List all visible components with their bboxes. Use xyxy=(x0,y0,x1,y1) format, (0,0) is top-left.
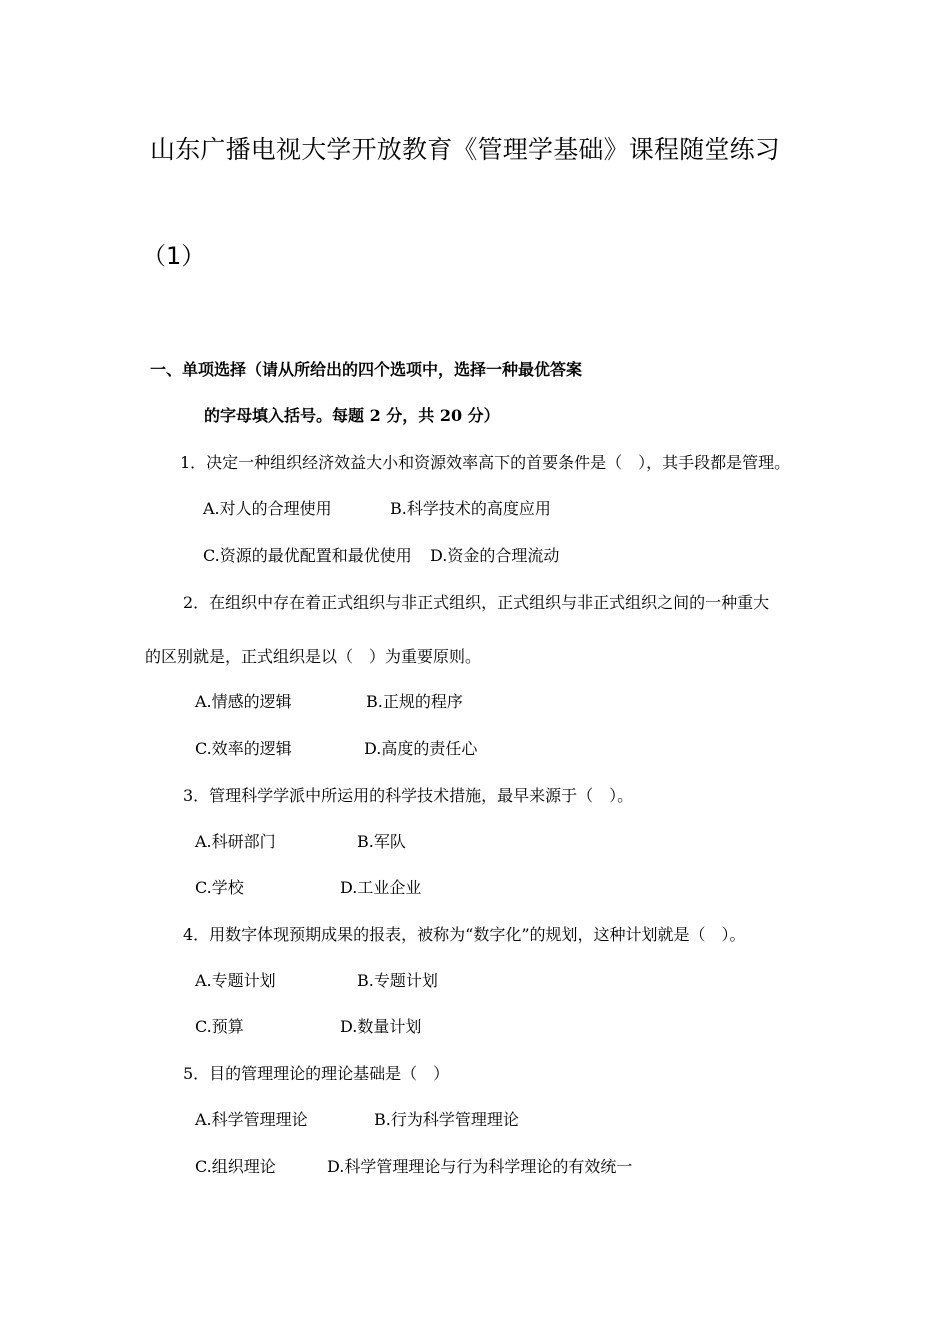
question-5-option-c: C.组织理论 xyxy=(195,1157,276,1176)
question-4-stem: 4．用数字体现预期成果的报表，被称为“数字化”的规划，这种计划就是（ ）。 xyxy=(183,925,746,944)
question-1-option-d: D.资金的合理流动 xyxy=(430,546,560,565)
question-5-option-d: D.科学管理理论与行为科学理论的有效统一 xyxy=(327,1157,633,1176)
question-5-option-b: B.行为科学管理理论 xyxy=(374,1110,519,1129)
question-5-option-a: A.科学管理理论 xyxy=(195,1110,308,1129)
question-4-option-b: B.专题计划 xyxy=(357,971,438,990)
section-heading-line2: 的字母填入括号。每题 2 分，共 20 分） xyxy=(204,406,500,425)
question-4-option-c: C.预算 xyxy=(195,1017,244,1036)
question-3-option-d: D.工业企业 xyxy=(340,878,422,897)
question-4-option-d: D.数量计划 xyxy=(340,1017,422,1036)
question-1-option-a: A.对人的合理使用 xyxy=(203,499,332,518)
question-4-option-a: A.专题计划 xyxy=(195,971,276,990)
section-heading-line1: 一、单项选择（请从所给出的四个选项中，选择一种最优答案 xyxy=(150,360,583,379)
question-3-option-b: B.军队 xyxy=(357,832,406,851)
document-subtitle: （1） xyxy=(142,242,206,270)
question-3-stem: 3．管理科学学派中所运用的科学技术措施，最早来源于（ ）。 xyxy=(183,786,634,805)
question-1-option-c: C.资源的最优配置和最优使用 xyxy=(203,546,412,565)
question-1-option-b: B.科学技术的高度应用 xyxy=(390,499,551,518)
question-3-option-c: C.学校 xyxy=(195,878,244,897)
question-2-option-d: D.高度的责任心 xyxy=(364,739,478,758)
question-1-stem: 1．决定一种组织经济效益大小和资源效率高下的首要条件是（ ），其手段都是管理。 xyxy=(180,453,791,472)
question-2-option-a: A.情感的逻辑 xyxy=(195,692,292,711)
question-5-stem: 5．目的管理理论的理论基础是（ ） xyxy=(183,1064,450,1083)
question-2-option-c: C.效率的逻辑 xyxy=(195,739,292,758)
question-2-stem-line2: 的区别就是，正式组织是以（ ）为重要原则。 xyxy=(145,647,482,666)
document-title: 山东广播电视大学开放教育《管理学基础》课程随堂练习 xyxy=(150,135,781,164)
question-2-stem-line1: 2．在组织中存在着正式组织与非正式组织，正式组织与非正式组织之间的一种重大 xyxy=(183,593,770,612)
question-3-option-a: A.科研部门 xyxy=(195,832,276,851)
question-2-option-b: B.正规的程序 xyxy=(366,692,463,711)
